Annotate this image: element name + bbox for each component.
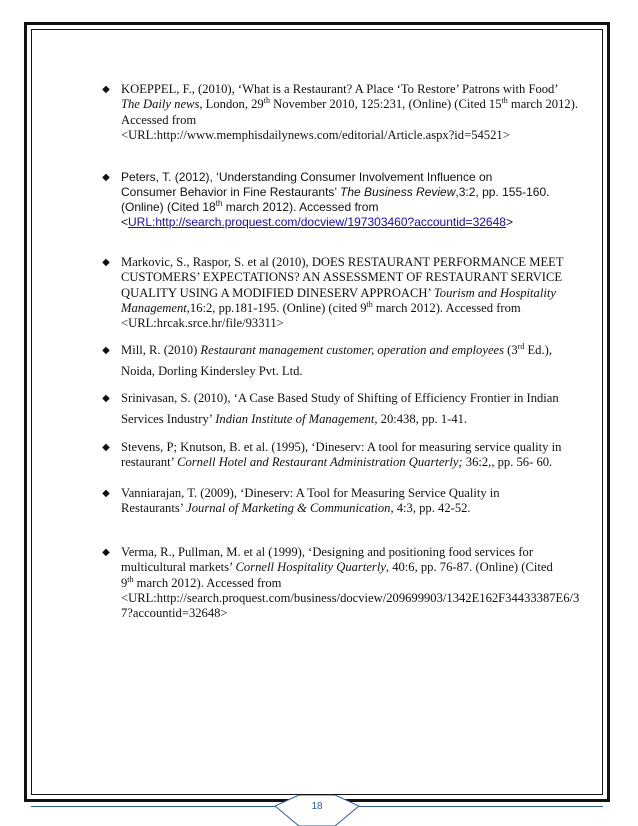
reference-text: November 2010, 125:231, (Online) (Cited 15 [269,97,502,112]
reference-text: , 4:3, pp. 42-52. [390,501,471,516]
reference-item [102,340,586,382]
bullet-icon: ◆ [102,345,110,356]
reference-text: Stevens, P; Knutson, B. et al. (1995), ‘Dineserv: A tool for measuring service quality in [121,440,562,454]
reference-text: Ed.), [524,343,552,357]
superscript: th [127,574,134,584]
reference-text: , London, 29 [199,97,264,112]
reference-text: > [505,215,513,229]
bullet-icon: ◆ [102,393,110,404]
reference-text: Consumer Behavior in Fine Restaurants’ [121,185,340,199]
reference-url: <URL:http://www.memphisdailynews.com/editorial/Article.aspx?id=54521> [121,127,510,142]
bullet-icon: ◆ [102,172,110,183]
superscript: th [366,299,373,309]
reference-source: The Daily news [121,97,200,112]
reference-text: Verma, R., Pullman, M. et al (1999), ‘Designing and positioning food services for [121,545,534,559]
reference-text: Mill, R. (2010) [121,343,201,357]
reference-source: Indian Institute of Management [215,412,375,426]
bullet-icon: ◆ [102,84,110,95]
reference-text: (3 [504,343,518,357]
reference-text: restaurant’ [121,455,178,470]
reference-source: Cornell Hotel and Restaurant Administration Quarterly; [177,455,463,470]
reference-text: march 2012). Accessed from [133,575,282,590]
reference-text: KOEPPEL, F., (2010), ‘What is a Restaurant? A Place ‘To Restore’ Patrons with Food’ [121,82,559,96]
reference-source: Journal of Marketing & Communication [186,501,391,516]
reference-item [102,388,586,430]
superscript: rd [517,341,525,351]
reference-text: Restaurants’ [121,501,187,516]
reference-text: < [121,215,129,229]
reference-item [102,255,586,331]
reference-text: multicultural markets’ [121,560,236,575]
reference-text: (Online) (Cited 18 [121,200,216,214]
bullet-icon: ◆ [102,442,110,453]
reference-text: Peters, T. (2012), ‘Understanding Consumer Involvement Influence on [121,170,493,184]
reference-item [102,82,586,143]
superscript: th [501,96,508,106]
reference-link[interactable]: URL:http://search.proquest.com/docview/197303460?accountid=32648 [128,215,506,229]
superscript: th [263,96,270,106]
reference-source: The Business Review [340,185,456,199]
reference-text: Noida, Dorling Kindersley Pvt. Ltd. [121,364,303,378]
reference-text: Services Industry’ [121,412,216,426]
reference-text: march 2012). Accessed from [222,200,379,214]
page-number: 18 [311,801,323,812]
reference-text: Srinivasan, S. (2010), ‘A Case Based Study of Shifting of Efficiency Frontier in Indian [121,391,559,405]
reference-text: ,16:2, pp.181-195. (Online) (cited 9 [186,300,367,315]
reference-source: Restaurant management customer, operation and employees [200,343,505,357]
reference-url: <URL:http://search.proquest.com/business/docview/209699903/1342E162F34433387E6/37?accountid=32648> [121,590,580,621]
bullet-icon: ◆ [102,547,110,558]
reference-source: Cornell Hospitality Quarterly [235,560,386,575]
reference-text: 36:2,, pp. 56- 60. [462,455,553,470]
reference-text: , 40:6, pp. 76-87. (Online) (Cited [385,560,553,575]
reference-source: Tourism and Hospitality Management [121,285,556,315]
reference-text: Vanniarajan, T. (2009), ‘Dineserv: A Tool for Measuring Service Quality in [121,486,500,500]
reference-text: march 2012). Accessed from <URL:hrcak.srce.hr/file/93311> [121,300,521,331]
superscript: th [215,199,223,208]
reference-text: , 20:438, pp. 1-41. [374,412,468,426]
reference-text: ,3:2, pp. 155-160. [455,185,550,199]
reference-item [102,440,586,471]
reference-text: Markovic, S., Raspor, S. et al (2010), DOES RESTAURANT PERFORMANCE MEET CUSTOMERS’ EXPECTATIONS? AN ASSESSMENT OF RESTAURANT SERVICE QUALITY USING A MODIFIED DINESERV APPROACH’ [121,255,564,300]
reference-item [102,170,586,230]
reference-text: march 2012). Accessed from [121,97,579,127]
reference-item [102,486,586,517]
bullet-icon: ◆ [102,488,110,499]
reference-text: 9 [121,575,128,590]
reference-item [102,545,586,621]
bullet-icon: ◆ [102,257,110,268]
